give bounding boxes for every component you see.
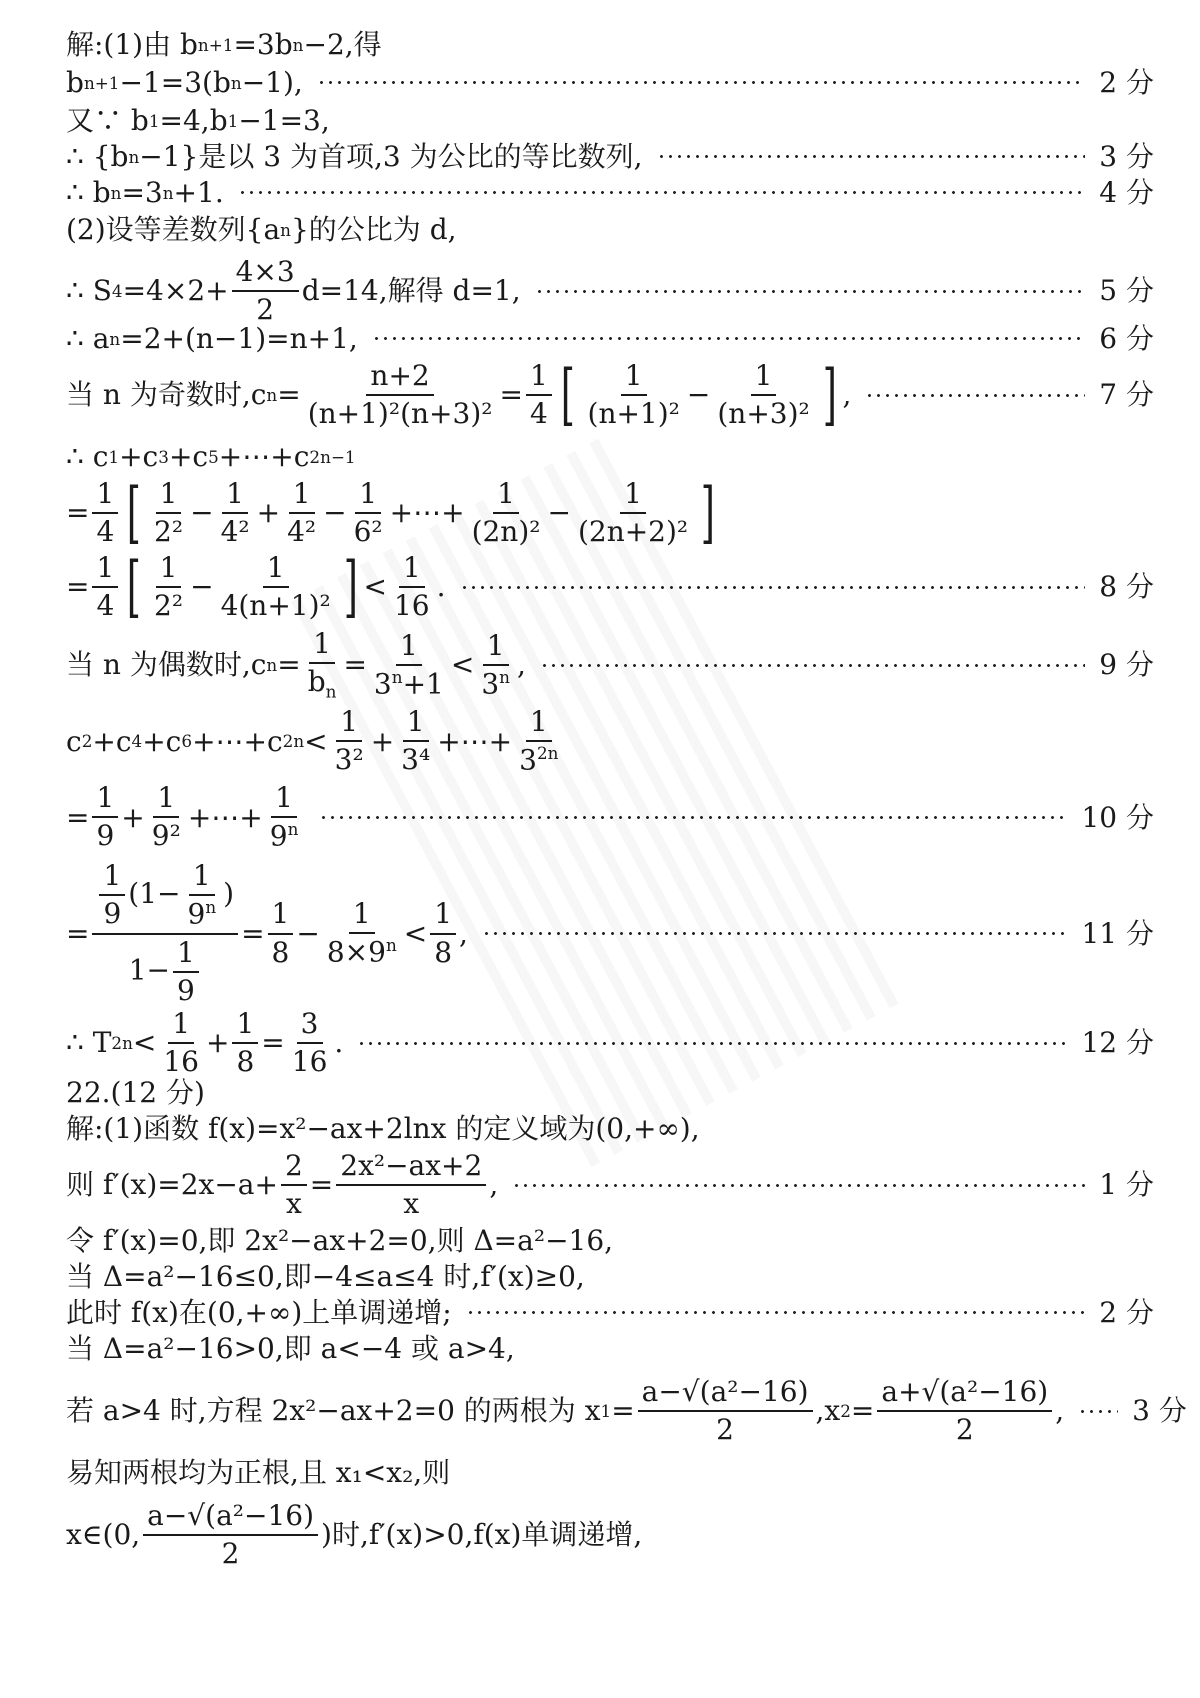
solution-line: ∴ c 1 +c 3 +c 5 +⋯+c 2n−1 (66, 440, 356, 473)
solution-line: 此时 f(x)在(0,+∞)上单调递增; 2 分 (66, 1296, 1154, 1329)
dot-leader (460, 586, 1086, 589)
solution-line: ∴ b n =3 n +1. 4 分 (66, 176, 1154, 209)
dot-leader (238, 191, 1086, 194)
score-label: 2 分 (1099, 1296, 1154, 1329)
solution-line: 解:(1)由 b n+1 =3b n −2,得 (66, 28, 382, 61)
score-label: 5 分 (1099, 274, 1154, 308)
solution-line: (2)设等差数列{a n }的公比为 d, (66, 213, 457, 246)
dot-leader (357, 1042, 1067, 1045)
solution-line: 当 n 为奇数时,c n = $\frac{n+2}{\text{(n+1)²(n+3)²}}$ = $\frac{1}{4}$ [ $\frac{1}{\text{(n+1)²}}$ − $\frac{1}{\text{(n+3)²}}$ ] , 7 分 (66, 356, 1154, 434)
dot-leader (466, 1311, 1086, 1314)
solution-line: = $\frac{1}{4}$ [ $\frac{1}{\text{2²}}$ − $\frac{1}{\text{4(n+1)²}}$ ] < $\frac{1}{16}$ . 8 分 (66, 548, 1154, 626)
dot-leader (319, 816, 1067, 819)
solution-line: = $\frac{1}{9}$ + $\frac{1}{\text{9²}}$ +⋯+ $\frac{1}{9^n}$ 10 分 (66, 781, 1154, 853)
dot-leader (317, 81, 1085, 84)
dot-leader (372, 337, 1085, 340)
solution-line: 解:(1)函数 f(x)=x²−ax+2lnx 的定义域为(0,+∞), (66, 1112, 700, 1145)
score-label: 3 分 (1099, 140, 1154, 173)
solution-line: ∴ a n =2+(n−1)=n+1, 6 分 (66, 322, 1154, 355)
solution-line: 当 Δ=a²−16≤0,即−4≤a≤4 时,f′(x)≥0, (66, 1260, 585, 1293)
score-label: 11 分 (1081, 916, 1154, 950)
solution-line: 易知两根均为正根,且 x₁<x₂,则 (66, 1456, 451, 1489)
solution-line: 若 a>4 时,方程 2x²−ax+2=0 的两根为 x 1 = $\frac{\text{a−√(a²−16)}}{2}$ ,x 2 = $\frac{\text{a+√(a²−16)}}{2}$ , 3 分 (66, 1375, 1187, 1447)
score-label: 12 分 (1081, 1026, 1154, 1060)
dot-leader (1078, 1410, 1118, 1413)
dot-leader (512, 1184, 1085, 1187)
score-label: 1 分 (1099, 1168, 1154, 1202)
dot-leader (657, 155, 1086, 158)
score-label: 7 分 (1099, 378, 1154, 412)
solution-line: = $\frac{1}{9}$ (1− $\frac{1}{9^n}$ ) 1− $\frac{1}{9}$ = $\frac{1}{8}$ − $\frac{1}{8\times 9^n}$ < $\frac{1}{8}$ , 11 分 (66, 859, 1154, 1007)
dot-leader (482, 932, 1068, 935)
score-label: 9 分 (1099, 648, 1154, 682)
solution-line: ∴ T 2n < $\frac{1}{16}$ + $\frac{1}{8}$ = $\frac{3}{16}$ . 12 分 (66, 1007, 1154, 1079)
solution-line: 令 f′(x)=0,即 2x²−ax+2=0,则 Δ=a²−16, (66, 1224, 614, 1257)
score-label: 10 分 (1081, 800, 1154, 834)
solution-line: 则 f′(x)=2x−a+ $\frac{2}{x}$ = $\frac{\text{2x²−ax+2}}{x}$ , 1 分 (66, 1149, 1154, 1221)
score-label: 6 分 (1099, 322, 1154, 355)
dot-leader (535, 290, 1086, 293)
score-label: 4 分 (1099, 176, 1154, 209)
solution-line: x∈(0, $\frac{\text{a−√(a²−16)}}{2}$ )时,f′(x)>0,f(x)单调递增, (66, 1499, 643, 1571)
solution-line: b n+1 −1=3(b n −1), 2 分 (66, 66, 1154, 99)
dot-leader (865, 394, 1085, 397)
score-label: 2 分 (1099, 66, 1154, 99)
score-label: 3 分 (1132, 1394, 1187, 1428)
solution-line: ∴ {b n −1}是以 3 为首项,3 为公比的等比数列, 3 分 (66, 140, 1154, 173)
solution-line: 当 n 为偶数时,c n = $\frac{1}{b_n}$ = $\frac{1}{3^n+1}$ < $\frac{1}{3^n}$ , 9 分 (66, 627, 1154, 702)
dot-leader (540, 664, 1085, 667)
solution-line: 当 Δ=a²−16>0,即 a<−4 或 a>4, (66, 1332, 515, 1365)
solution-line: c 2 +c 4 +c 6 +⋯+c 2n < $\frac{1}{\text{3²}}$ + $\frac{1}{\text{3⁴}}$ +⋯+ $\frac{1}{3^{2n}}$ (66, 705, 559, 777)
solution-line: = $\frac{1}{4}$ [ $\frac{1}{\text{2²}}$ − $\frac{1}{\text{4²}}$ + $\frac{1}{\text{4²}}$ − $\frac{1}{\text{6²}}$ +⋯+ $\frac{1}{\text{(2n)²}}$ − $\frac{1}{\text{(2n+2)²}}$ ] (66, 474, 716, 552)
score-label: 8 分 (1099, 570, 1154, 604)
solution-line: ∴ S 4 =4×2+ $\frac{4\times 3}{2}$ d=14,解得 d=1, 5 分 (66, 255, 1154, 327)
question-heading: 22.(12 分) (66, 1076, 205, 1109)
solution-line: 又∵ b 1 =4,b 1 −1=3, (66, 104, 330, 137)
